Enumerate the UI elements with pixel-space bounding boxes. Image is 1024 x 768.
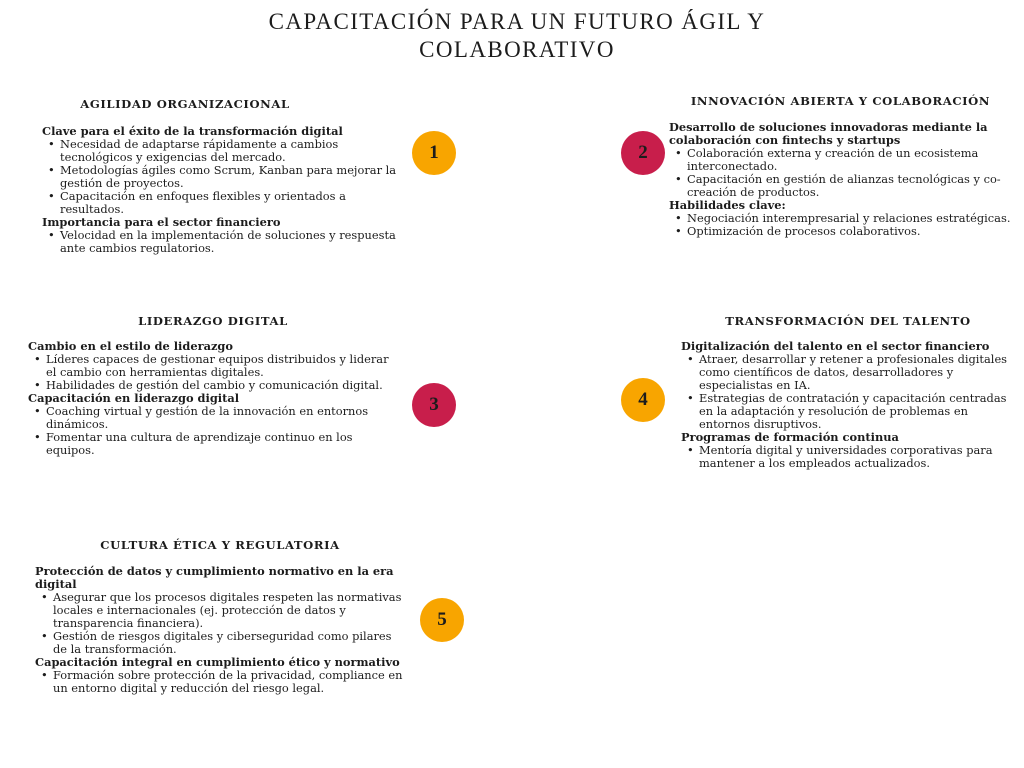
list-item: • Gestión de riesgos digitales y ciberseguridad como pilares de la transformación. — [53, 630, 403, 656]
list-item: • Negociación interempresarial y relaciones estratégicas. — [687, 212, 1012, 225]
bullet-list — [681, 444, 1015, 470]
bullet-list — [42, 138, 412, 216]
list-item: • Asegurar que los procesos digitales respeten las normativas locales e internacionales (ej. protección de datos y transparencia financiera). — [53, 591, 403, 630]
section-heading: LIDERAZGO DIGITAL — [138, 314, 288, 328]
list-item: • Fomentar una cultura de aprendizaje continuo en los equipos. — [46, 431, 400, 457]
section-heading: INNOVACIÓN ABIERTA Y COLABORACIÓN — [690, 94, 991, 108]
list-item: • Mentoría digital y universidades corporativas para mantener a los empleados actualizados. — [699, 444, 1015, 470]
section-heading: TRANSFORMACIÓN DEL TALENTO — [725, 314, 971, 328]
number-badge-1: 1 — [412, 131, 456, 175]
subheading: Programas de formación continua — [681, 430, 899, 444]
bullet-list — [28, 353, 400, 392]
bullet-list — [35, 591, 403, 656]
number-badge-2: 2 — [621, 131, 665, 175]
subheading: Capacitación integral en cumplimiento ético y normativo — [35, 655, 400, 669]
subheading: Desarrollo de soluciones innovadoras mediante la colaboración con fintechs y startups — [669, 120, 988, 147]
list-item: • Metodologías ágiles como Scrum, Kanban para mejorar la gestión de proyectos. — [60, 164, 412, 190]
section-heading: AGILIDAD ORGANIZACIONAL — [80, 97, 290, 111]
bullet-list — [669, 147, 1012, 199]
section-agilidad — [42, 97, 412, 255]
subheading: Importancia para el sector financiero — [42, 215, 281, 229]
section-liderazgo — [28, 314, 400, 457]
list-item: • Estrategias de contratación y capacitación centradas en la adaptación y resolución de problemas en entornos disruptivos. — [699, 392, 1015, 431]
subheading: Digitalización del talento en el sector financiero — [681, 339, 990, 353]
number-badge-4: 4 — [621, 378, 665, 422]
section-cultura — [35, 538, 403, 695]
bullet-list — [681, 353, 1015, 431]
section-heading: CULTURA ÉTICA Y REGULATORIA — [100, 538, 340, 552]
number-badge-3: 3 — [412, 383, 456, 427]
page-title: CAPACITACIÓN PARA UN FUTURO ÁGIL Y COLABORATIVO — [268, 9, 766, 62]
list-item: • Líderes capaces de gestionar equipos distribuidos y liderar el cambio con herramientas digitales. — [46, 353, 400, 379]
subheading: Protección de datos y cumplimiento normativo en la era digital — [35, 564, 394, 591]
subheading: Cambio en el estilo de liderazgo — [28, 339, 233, 353]
bullet-list — [42, 229, 412, 255]
list-item: • Colaboración externa y creación de un ecosistema interconectado. — [687, 147, 1012, 173]
subheading: Clave para el éxito de la transformación digital — [42, 124, 343, 138]
list-item: • Capacitación en enfoques flexibles y orientados a resultados. — [60, 190, 412, 216]
list-item: • Optimización de procesos colaborativos. — [687, 225, 1012, 238]
list-item: • Velocidad en la implementación de soluciones y respuesta ante cambios regulatorios. — [60, 229, 412, 255]
subheading: Habilidades clave: — [669, 198, 786, 212]
bullet-list — [669, 212, 1012, 238]
subheading: Capacitación en liderazgo digital — [28, 391, 240, 405]
list-item: • Capacitación en gestión de alianzas tecnológicas y co-creación de productos. — [687, 173, 1012, 199]
list-item: • Atraer, desarrollar y retener a profesionales digitales como científicos de datos, desarrolladores y especialistas en IA. — [699, 353, 1015, 392]
section-talento — [681, 314, 1015, 470]
number-badge-5: 5 — [420, 598, 464, 642]
list-item: • Habilidades de gestión del cambio y comunicación digital. — [46, 379, 400, 392]
bullet-list — [35, 669, 403, 695]
section-innovacion — [669, 94, 1012, 238]
list-item: • Necesidad de adaptarse rápidamente a cambios tecnológicos y exigencias del mercado. — [60, 138, 412, 164]
bullet-list — [28, 405, 400, 457]
list-item: • Coaching virtual y gestión de la innovación en entornos dinámicos. — [46, 405, 400, 431]
list-item: • Formación sobre protección de la privacidad, compliance en un entorno digital y reducción del riesgo legal. — [53, 669, 403, 695]
